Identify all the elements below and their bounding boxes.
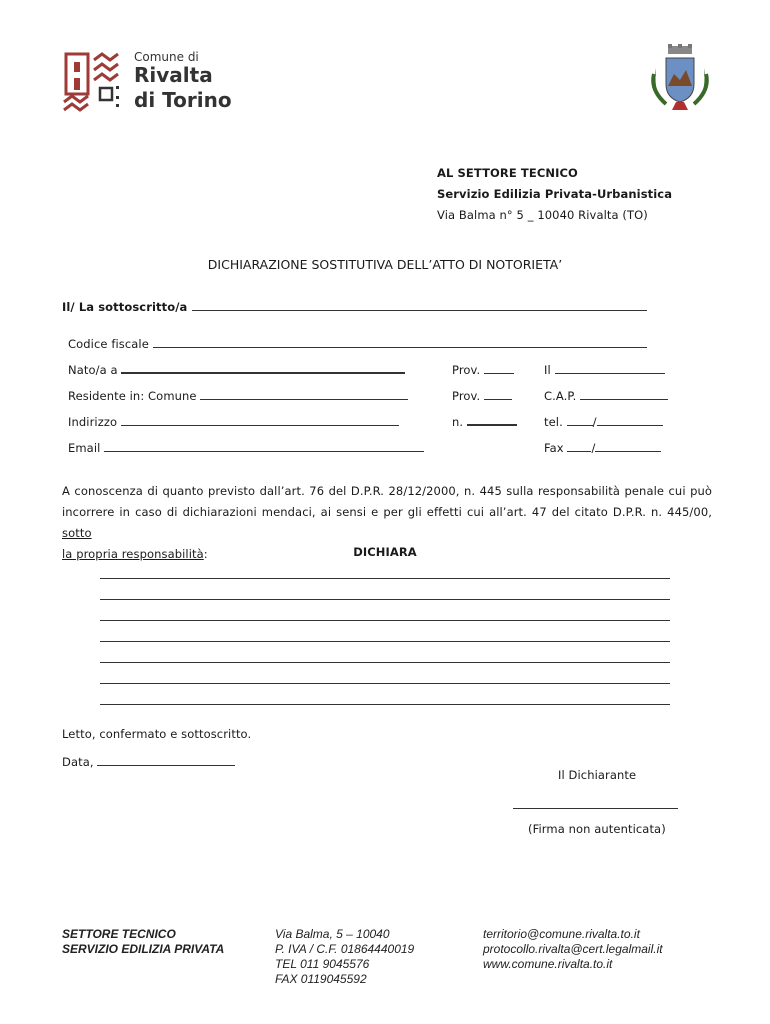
footer-col1: [62, 927, 224, 957]
coat-of-arms-icon: [650, 44, 710, 112]
prov2-row: [452, 389, 512, 403]
residente-row: [68, 389, 408, 403]
nato-field[interactable]: [121, 372, 405, 374]
paragraph-underlined-b: la propria responsabilità: [62, 547, 204, 561]
indirizzo-field[interactable]: [121, 425, 399, 426]
letto-text: Letto, confermato e sottoscritto.: [62, 727, 252, 741]
footer-col3: [483, 927, 663, 972]
footer-col2-line3: TEL 011 9045576: [275, 957, 370, 971]
data-field[interactable]: [97, 765, 235, 766]
declaration-line[interactable]: [100, 599, 670, 600]
logo-mark-icon: [62, 50, 126, 114]
dichiara-heading: DICHIARA: [353, 545, 417, 559]
numero-row: [452, 415, 517, 429]
footer-email-pec[interactable]: protocollo.rivalta@cert.legalmail.it: [483, 942, 663, 956]
recipient-line3: Via Balma n° 5 _ 10040 Rivalta (TO): [437, 208, 648, 222]
email-label: Email: [68, 441, 101, 455]
footer-col2-line1: Via Balma, 5 – 10040: [275, 927, 390, 941]
footer-website-link[interactable]: www.comune.rivalta.to.it: [483, 957, 613, 971]
codice-fiscale-label: Codice fiscale: [68, 337, 149, 351]
paragraph-end: :: [203, 547, 208, 561]
recipient-line2: Servizio Edilizia Privata-Urbanistica: [437, 187, 673, 201]
tel-number-field[interactable]: [597, 425, 663, 426]
footer-email-territorio[interactable]: territorio@comune.rivalta.to.it: [483, 927, 640, 941]
logo-line2: di Torino: [134, 88, 232, 112]
tel-prefix-field[interactable]: [567, 425, 593, 426]
footer-col1-line2: SERVIZIO EDILIZIA PRIVATA: [62, 942, 225, 956]
declaration-line[interactable]: [100, 578, 670, 579]
municipality-logo: [62, 50, 242, 114]
firma-note: (Firma non autenticata): [528, 822, 666, 836]
numero-field[interactable]: [467, 424, 517, 426]
cap-label: C.A.P.: [544, 389, 577, 403]
sottoscritto-label: Il/ La sottoscritto/a: [62, 300, 188, 314]
data-label: Data,: [62, 755, 94, 769]
nato-row: [68, 363, 405, 377]
cap-field[interactable]: [580, 399, 668, 400]
email-field[interactable]: [104, 451, 424, 452]
il-row: [544, 363, 665, 377]
dichiarante-label: Il Dichiarante: [558, 768, 637, 782]
logo-small-text: Comune di: [134, 50, 199, 64]
indirizzo-label: Indirizzo: [68, 415, 118, 429]
footer-col2-line4: FAX 0119045592: [275, 972, 367, 986]
nato-label: Nato/a a: [68, 363, 118, 377]
paragraph-underlined-a: sotto: [62, 526, 92, 540]
il-label: Il: [544, 363, 551, 377]
declaration-line[interactable]: [100, 683, 670, 684]
sottoscritto-field[interactable]: [192, 310, 647, 311]
il-field[interactable]: [555, 373, 665, 374]
recipient-line1: AL SETTORE TECNICO: [437, 166, 578, 180]
fax-row: Fax /: [544, 441, 661, 455]
declaration-line[interactable]: [100, 641, 670, 642]
tel-row: tel. /: [544, 415, 663, 429]
prov1-field[interactable]: [484, 373, 514, 374]
signature-line[interactable]: [513, 808, 678, 809]
prov2-field[interactable]: [484, 399, 512, 400]
paragraph-line2-row: [62, 502, 712, 544]
paragraph-line1: A conoscenza di quanto previsto dall’art. 76 del D.P.R. 28/12/2000, n. 445 sulla responsabilità penale cui può: [62, 484, 712, 498]
tel-label: tel.: [544, 415, 563, 429]
document-title: DICHIARAZIONE SOSTITUTIVA DELL’ATTO DI NOTORIETA’: [207, 257, 563, 272]
residente-label: Residente in: Comune: [68, 389, 197, 403]
prov2-label: Prov.: [452, 389, 481, 403]
footer-col2: [275, 927, 414, 987]
declaration-line[interactable]: [100, 662, 670, 663]
declaration-line[interactable]: [100, 704, 670, 705]
indirizzo-row: [68, 415, 399, 429]
fax-prefix-field[interactable]: [567, 451, 591, 452]
residente-field[interactable]: [200, 399, 408, 400]
footer-col1-line1: SETTORE TECNICO: [62, 927, 176, 941]
numero-label: n.: [452, 415, 464, 429]
codice-fiscale-row: [68, 337, 647, 351]
footer-col2-line2: P. IVA / C.F. 01864440019: [275, 942, 415, 956]
data-row: [62, 755, 235, 769]
email-row: [68, 441, 424, 455]
codice-fiscale-field[interactable]: [153, 347, 647, 348]
paragraph-line2: incorrere in caso di dichiarazioni mendaci, ai sensi e per gli effetti cui all’art. 47 del citato D.P.R. n. 445/00,: [62, 505, 712, 519]
fax-label: Fax: [544, 441, 564, 455]
cap-row: [544, 389, 668, 403]
prov1-label: Prov.: [452, 363, 481, 377]
sottoscritto-row: [62, 300, 647, 314]
declaration-line[interactable]: [100, 620, 670, 621]
fax-number-field[interactable]: [595, 451, 661, 452]
prov1-row: [452, 363, 514, 377]
logo-line1: Rivalta: [134, 63, 213, 87]
